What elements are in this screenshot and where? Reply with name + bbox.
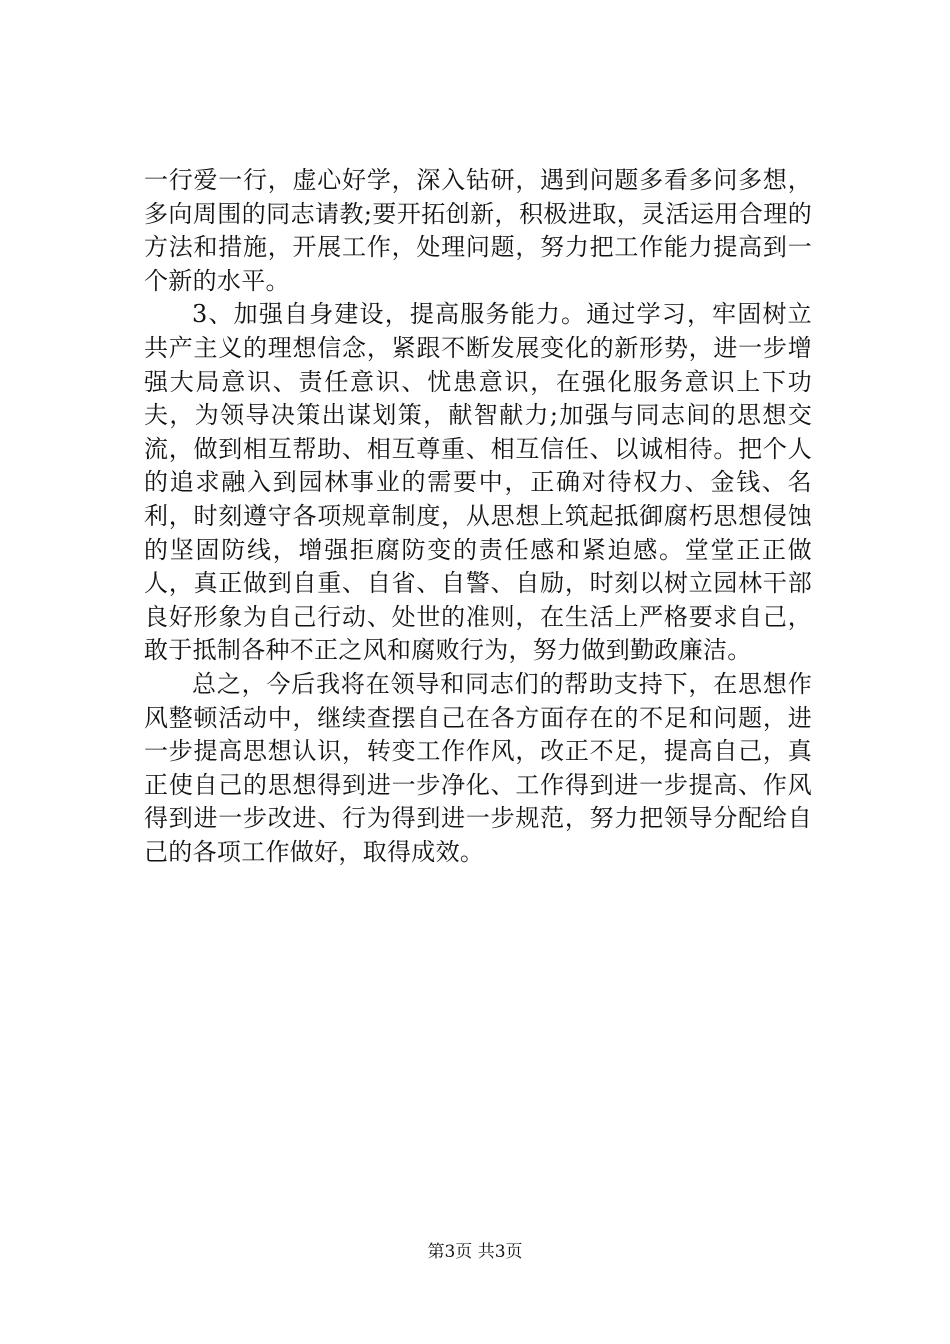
document-body xyxy=(144,164,812,869)
page-total: 共3页 xyxy=(477,1242,523,1262)
page-number: 第3页 xyxy=(427,1242,473,1262)
paragraph-conclusion: 总之，今后我将在领导和同志们的帮助支持下，在思想作风整顿活动中，继续查摆自己在各方面存在的不足和问题，进一步提高思想认识，转变工作作风，改正不足，提高自己，真正使自己的思想得到进一步净化、工作得到进一步提高、作风得到进一步改进、行为得到进一步规范，努力把领导分配给自己的各项工作做好，取得成效。 xyxy=(144,669,812,866)
page-footer xyxy=(0,1242,950,1262)
paragraph-continuation: 一行爱一行，虚心好学，深入钻研，遇到问题多看多问多想，多向周围的同志请教;要开拓创新，积极进取，灵活运用合理的方法和措施，开展工作，处理问题，努力把工作能力提高到一个新的水平。 xyxy=(144,166,812,295)
paragraph-item-3: 3、加强自身建设，提高服务能力。通过学习，牢固树立共产主义的理想信念，紧跟不断发展变化的新形势，进一步增强大局意识、责任意识、忧患意识，在强化服务意识上下功夫，为领导决策出谋划策，献智献力;加强与同志间的思想交流，做到相互帮助、相互尊重、相互信任、以诚相待。把个人的追求融入到园林事业的需要中，正确对待权力、金钱、名利，时刻遵守各项规章制度，从思想上筑起抵御腐朽思想侵蚀的坚固防线，增强拒腐防变的责任感和紧迫感。堂堂正正做人，真正做到自重、自省、自警、自励，时刻以树立园林干部良好形象为自己行动、处世的准则，在生活上严格要求自己，敢于抵制各种不正之风和腐败行为，努力做到勤政廉洁。 xyxy=(144,300,812,665)
